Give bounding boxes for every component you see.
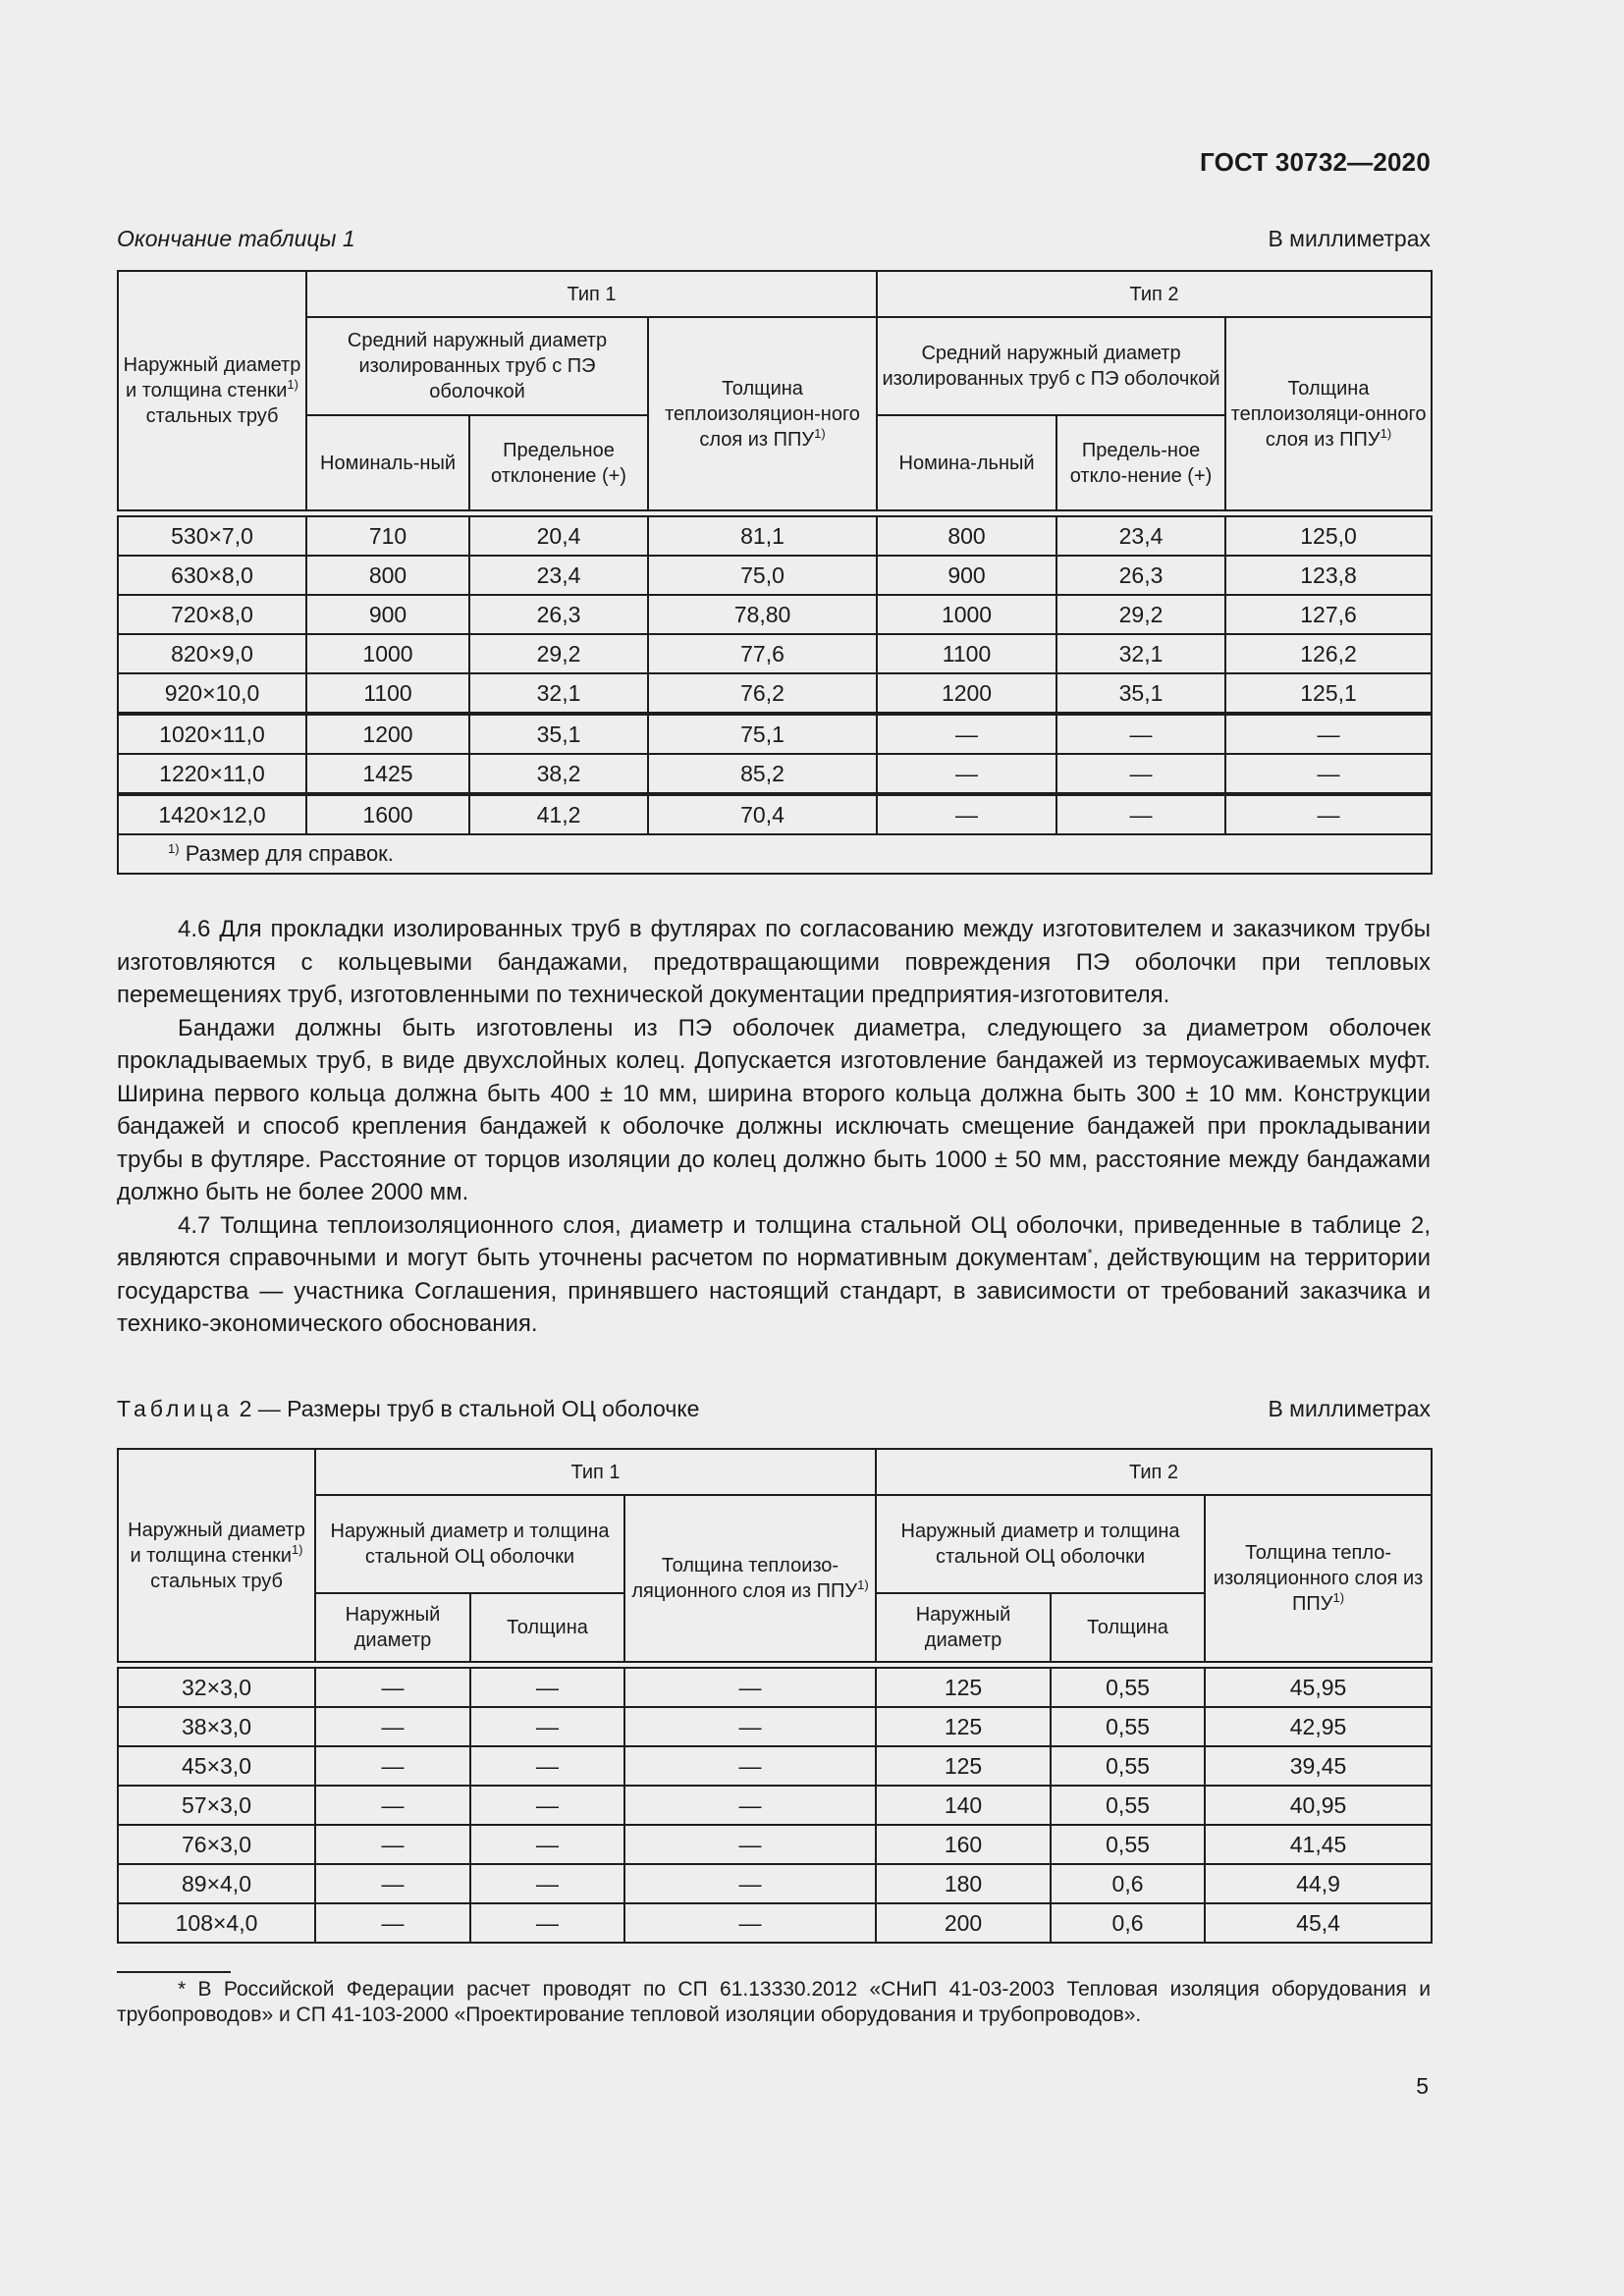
cell-pipe: 630×8,0 — [118, 556, 306, 595]
cell: 125 — [876, 1668, 1051, 1707]
cell: 1600 — [306, 794, 469, 834]
table2-header-thickness-2 — [1205, 1495, 1432, 1662]
table2-header-type2: Тип 2 — [876, 1449, 1432, 1495]
table1-header-pipe — [118, 271, 306, 510]
cell: 200 — [876, 1903, 1051, 1943]
table-row — [118, 754, 1432, 794]
table1-note — [118, 834, 1432, 874]
cell: — — [877, 754, 1056, 794]
cell: 39,45 — [1205, 1746, 1432, 1786]
table-row — [118, 1786, 1432, 1825]
cell: 0,55 — [1051, 1746, 1205, 1786]
cell: 160 — [876, 1825, 1051, 1864]
header-text: Толщина теплоизо-ляционного слоя из ППУ — [631, 1555, 858, 1602]
cell: 140 — [876, 1786, 1051, 1825]
cell-pipe: 45×3,0 — [118, 1746, 315, 1786]
table-row — [118, 714, 1432, 754]
cell: 1000 — [877, 595, 1056, 634]
table2-header-outer-diam-1: Наружный диаметр — [315, 1593, 470, 1662]
table2-header-shell-1: Наружный диаметр и толщина стальной ОЦ оболочки — [315, 1495, 624, 1593]
table-row — [118, 556, 1432, 595]
footnote-ref: 1) — [291, 1541, 303, 1557]
cell: 1200 — [877, 673, 1056, 714]
cell: 75,1 — [648, 714, 877, 754]
paragraph: 4.6 Для прокладки изолированных труб в футлярах по согласованию между изготовителем и заказчиком трубы изготовляются с кольцевыми бандажами, предотвращающими повреждения ПЭ оболочки при тепловых перемещениях труб, изготовленными по технической документации предприятия-изготовителя. — [117, 916, 1431, 1008]
cell: 1000 — [306, 634, 469, 673]
cell: 78,80 — [648, 595, 877, 634]
cell-pipe: 38×3,0 — [118, 1707, 315, 1746]
header-text: стальных труб — [150, 1570, 283, 1592]
table2-header-thickness-1 — [624, 1495, 876, 1662]
cell: 0,55 — [1051, 1786, 1205, 1825]
cell: 35,1 — [1056, 673, 1225, 714]
table2-header-shell-2: Наружный диаметр и толщина стальной ОЦ оболочки — [876, 1495, 1205, 1593]
table1-header-type2: Тип 2 — [877, 271, 1432, 317]
cell: 45,4 — [1205, 1903, 1432, 1943]
footnote-divider — [117, 1971, 231, 1973]
cell: — — [315, 1786, 470, 1825]
cell-pipe: 720×8,0 — [118, 595, 306, 634]
table2-caption — [117, 1396, 1431, 1422]
cell: — — [1056, 714, 1225, 754]
cell: 35,1 — [469, 714, 648, 754]
table2-header-pipe — [118, 1449, 315, 1662]
cell: 41,2 — [469, 794, 648, 834]
cell: — — [470, 1707, 624, 1746]
table1-caption — [117, 226, 1431, 252]
cell: — — [1056, 794, 1225, 834]
cell: 710 — [306, 516, 469, 556]
cell: 1425 — [306, 754, 469, 794]
cell: — — [1225, 754, 1432, 794]
table1-header-avg-diam-1: Средний наружный диаметр изолированных труб с ПЭ оболочкой — [306, 317, 648, 415]
cell-pipe: 920×10,0 — [118, 673, 306, 714]
table1-header-thickness-2 — [1225, 317, 1432, 510]
cell: — — [624, 1864, 876, 1903]
cell: 900 — [306, 595, 469, 634]
footnote-ref: * — [1087, 1246, 1093, 1260]
table-word: Таблица — [117, 1396, 234, 1421]
cell: 44,9 — [1205, 1864, 1432, 1903]
table1 — [117, 270, 1433, 875]
section-4-6 — [117, 913, 1431, 1341]
paragraph-text: 4.7 Толщина теплоизоляционного слоя, диаметр и толщина стальной ОЦ оболочки, приведенные в таблице 2, являются справочными и могут быть уточнены расчетом по нормативным документам — [117, 1211, 1431, 1271]
cell: 1100 — [877, 634, 1056, 673]
table1-header-deviation-2: Предель-ное откло-нение (+) — [1056, 415, 1225, 510]
cell: — — [624, 1786, 876, 1825]
header-text: Толщина теплоизоляцион-ного слоя из ППУ — [665, 377, 860, 451]
table1-header-type1: Тип 1 — [306, 271, 877, 317]
cell: 81,1 — [648, 516, 877, 556]
table1-header-avg-diam-2: Средний наружный диаметр изолированных труб с ПЭ оболочкой — [877, 317, 1225, 415]
table-title-text: 2 — Размеры труб в стальной ОЦ оболочке — [233, 1396, 700, 1421]
cell: 900 — [877, 556, 1056, 595]
cell: 127,6 — [1225, 595, 1432, 634]
table-row — [118, 1707, 1432, 1746]
footnote-ref: 1) — [814, 425, 826, 441]
cell: — — [315, 1903, 470, 1943]
paragraph-text: , действующим на территории государства — участника Соглашения, принявшего настоящий стандарт, в зависимости от требований заказчика и технико-экономического обоснования. — [117, 1245, 1431, 1337]
header-text: Наружный диаметр и толщина стенки — [123, 354, 301, 401]
table-note-row — [118, 834, 1432, 874]
cell: 0,6 — [1051, 1903, 1205, 1943]
header-text: Наружный диаметр и толщина стенки — [128, 1519, 305, 1567]
cell: 125,1 — [1225, 673, 1432, 714]
cell-pipe: 1420×12,0 — [118, 794, 306, 834]
cell: — — [315, 1825, 470, 1864]
cell: 40,95 — [1205, 1786, 1432, 1825]
cell-pipe: 57×3,0 — [118, 1786, 315, 1825]
footnote-text: * В Российской Федерации расчет проводят по СП 61.13330.2012 «СНиП 41-03-2003 Тепловая изоляция оборудования и трубопроводов» и СП 41-103-2000 «Проектирование тепловой изоляции оборудования и трубопроводов». — [117, 1978, 1431, 2026]
table2-header-thick-1: Толщина — [470, 1593, 624, 1662]
cell-pipe: 32×3,0 — [118, 1668, 315, 1707]
cell: 29,2 — [1056, 595, 1225, 634]
cell-pipe: 76×3,0 — [118, 1825, 315, 1864]
cell: 45,95 — [1205, 1668, 1432, 1707]
cell: — — [624, 1825, 876, 1864]
cell: 0,6 — [1051, 1864, 1205, 1903]
page-footnote — [117, 1977, 1431, 2028]
note-text: Размер для справок. — [185, 841, 394, 866]
cell: 0,55 — [1051, 1707, 1205, 1746]
cell-pipe: 1020×11,0 — [118, 714, 306, 754]
footnote-ref: 1) — [1380, 425, 1392, 441]
cell: — — [470, 1786, 624, 1825]
cell-pipe: 1220×11,0 — [118, 754, 306, 794]
table-row — [118, 673, 1432, 714]
cell: — — [624, 1746, 876, 1786]
table2 — [117, 1448, 1433, 1944]
footnote-ref: 1) — [857, 1577, 869, 1592]
cell: 26,3 — [1056, 556, 1225, 595]
cell: — — [877, 794, 1056, 834]
table-row — [118, 1864, 1432, 1903]
cell: 70,4 — [648, 794, 877, 834]
cell-pipe: 108×4,0 — [118, 1903, 315, 1943]
cell: 75,0 — [648, 556, 877, 595]
table-row — [118, 595, 1432, 634]
cell: — — [1225, 794, 1432, 834]
cell: 41,45 — [1205, 1825, 1432, 1864]
table1-caption-left: Окончание таблицы 1 — [117, 226, 355, 251]
footnote-ref: 1) — [1332, 1590, 1345, 1605]
table-row — [118, 1825, 1432, 1864]
cell: 0,55 — [1051, 1825, 1205, 1864]
cell: — — [470, 1746, 624, 1786]
cell: — — [470, 1825, 624, 1864]
cell: — — [315, 1746, 470, 1786]
table1-header-nominal-1: Номиналь-ный — [306, 415, 469, 510]
cell: 1100 — [306, 673, 469, 714]
table1-header-nominal-2: Номина-льный — [877, 415, 1056, 510]
header-text: Толщина теплоизоляци-онного слоя из ППУ — [1230, 377, 1427, 451]
table-row — [118, 1668, 1432, 1707]
table2-header-thick-2: Толщина — [1051, 1593, 1205, 1662]
paragraph: Бандажи должны быть изготовлены из ПЭ оболочек диаметра, следующего за диаметром оболочек прокладываемых труб, в виде двухслойных колец. Допускается изготовление бандажей из термоусаживаемых муфт. Ширина первого кольца должна быть 400 ± 10 мм, ширина второго кольца должна быть 300 ± 10 мм. Конструкции бандажей и способ крепления бандажей к оболочке должны исключать смещение бандажей при прокладывании трубы в футляре. Расстояние от торцов изоляции до колец должно быть 1000 ± 50 мм, расстояние между бандажами должно быть не более 2000 мм. — [117, 1014, 1431, 1205]
cell: 23,4 — [1056, 516, 1225, 556]
cell: 32,1 — [469, 673, 648, 714]
cell: 26,3 — [469, 595, 648, 634]
cell: — — [1056, 754, 1225, 794]
cell: 42,95 — [1205, 1707, 1432, 1746]
cell-pipe: 820×9,0 — [118, 634, 306, 673]
cell: 85,2 — [648, 754, 877, 794]
cell: — — [624, 1707, 876, 1746]
cell: — — [470, 1864, 624, 1903]
cell: — — [315, 1707, 470, 1746]
table1-header-deviation-1: Предельное отклонение (+) — [469, 415, 648, 510]
header-text: стальных труб — [145, 405, 279, 427]
cell: 38,2 — [469, 754, 648, 794]
cell: — — [624, 1668, 876, 1707]
table1-units: В миллиметрах — [1268, 226, 1431, 251]
cell: 800 — [877, 516, 1056, 556]
cell: — — [470, 1903, 624, 1943]
cell: 23,4 — [469, 556, 648, 595]
table2-header-outer-diam-2: Наружный диаметр — [876, 1593, 1051, 1662]
table1-header-thickness-1 — [648, 317, 877, 510]
table-row — [118, 516, 1432, 556]
cell: 125 — [876, 1707, 1051, 1746]
cell: 0,55 — [1051, 1668, 1205, 1707]
table-row — [118, 1903, 1432, 1943]
table-row — [118, 1746, 1432, 1786]
document-standard-number: ГОСТ 30732—2020 — [1200, 147, 1431, 177]
table2-title — [117, 1396, 699, 1422]
cell: 77,6 — [648, 634, 877, 673]
cell: — — [877, 714, 1056, 754]
cell: 125,0 — [1225, 516, 1432, 556]
table-row — [118, 794, 1432, 834]
table2-units: В миллиметрах — [1268, 1396, 1431, 1421]
cell: 180 — [876, 1864, 1051, 1903]
table2-header-type1: Тип 1 — [315, 1449, 876, 1495]
cell: 20,4 — [469, 516, 648, 556]
cell: 800 — [306, 556, 469, 595]
header-text: Толщина тепло-изоляционного слоя из ППУ — [1213, 1542, 1424, 1615]
footnote-ref: 1) — [287, 377, 298, 392]
cell: 1200 — [306, 714, 469, 754]
cell: — — [624, 1903, 876, 1943]
cell-pipe: 89×4,0 — [118, 1864, 315, 1903]
cell: 32,1 — [1056, 634, 1225, 673]
paragraph — [117, 1209, 1431, 1341]
cell: 29,2 — [469, 634, 648, 673]
cell: 123,8 — [1225, 556, 1432, 595]
page-number: 5 — [1416, 2073, 1429, 2099]
cell: — — [315, 1668, 470, 1707]
cell: — — [315, 1864, 470, 1903]
cell: 125 — [876, 1746, 1051, 1786]
cell-pipe: 530×7,0 — [118, 516, 306, 556]
footnote-ref: 1) — [168, 841, 180, 856]
table-row — [118, 634, 1432, 673]
cell: 76,2 — [648, 673, 877, 714]
cell: — — [1225, 714, 1432, 754]
cell: — — [470, 1668, 624, 1707]
cell: 126,2 — [1225, 634, 1432, 673]
